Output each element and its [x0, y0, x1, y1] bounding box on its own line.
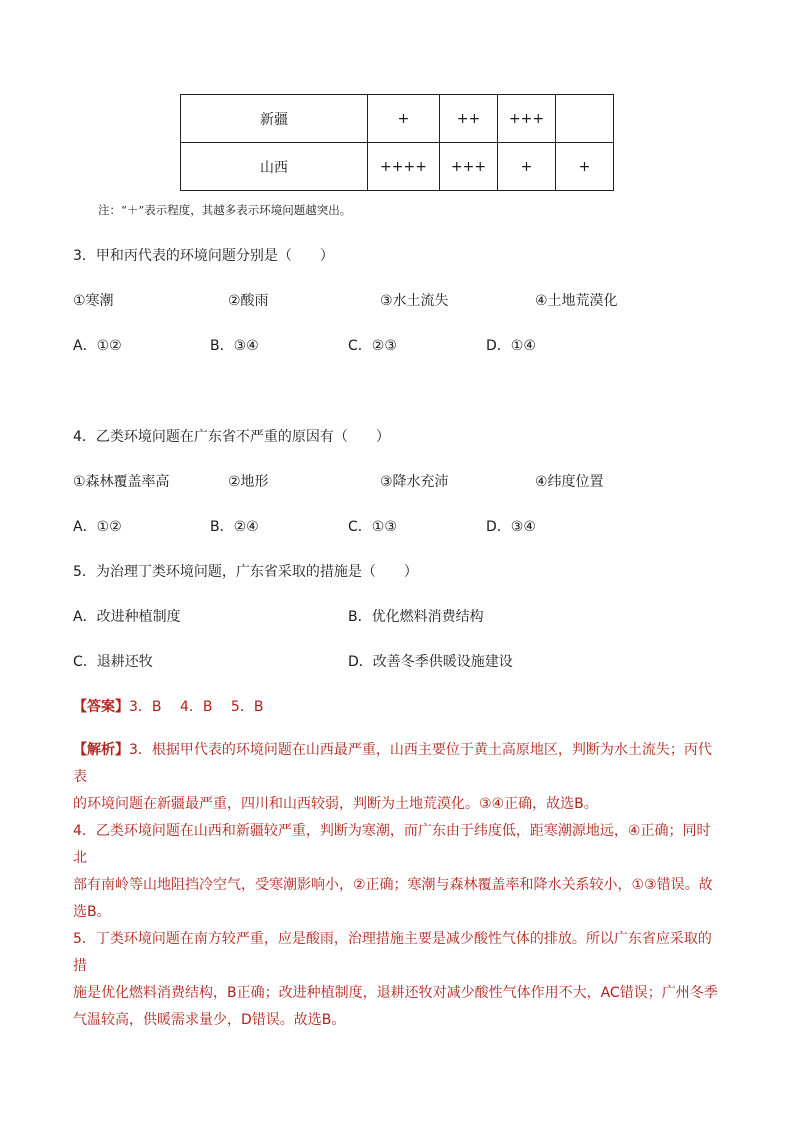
table-row: [181, 95, 614, 143]
q4-item-2: ②地形: [228, 474, 269, 490]
table-cell: ++: [440, 95, 498, 143]
analysis-line: 部有南岭等山地阻挡冷空气，受寒潮影响小，②正确；寒潮与森林覆盖率和降水关系较小，①③错误。故: [73, 877, 713, 893]
table-cell: 山西: [181, 143, 368, 191]
environment-table: [180, 94, 614, 191]
answer-label: 【答案】: [73, 699, 129, 715]
analysis-line: 选B。: [73, 904, 111, 920]
analysis-text: 3．根据甲代表的环境问题在山西最严重，山西主要位于黄土高原地区，判断为水土流失；丙代表: [73, 742, 712, 785]
question-5-stem: 5．为治理丁类环境问题，广东省采取的措施是（ ）: [73, 564, 418, 580]
table-note: 注：“＋”表示程度，其越多表示环境问题越突出。: [98, 203, 352, 217]
table-cell: +: [556, 143, 614, 191]
table-cell: +++: [498, 95, 556, 143]
q4-item-1: ①森林覆盖率高: [73, 474, 170, 490]
q4-choice-d: D．③④: [486, 519, 536, 535]
q3-item-1: ①寒潮: [73, 293, 114, 309]
question-4-stem: 4．乙类环境问题在广东省不严重的原因有（ ）: [73, 429, 390, 445]
q5-choice-b: B．优化燃料消费结构: [348, 609, 484, 625]
table-cell: 新疆: [181, 95, 368, 143]
table-row: [181, 143, 614, 191]
q5-choice-c: C．退耕还牧: [73, 654, 153, 670]
analysis-paragraph-5: [73, 926, 723, 1034]
q5-choice-a: A．改进种植制度: [73, 609, 181, 625]
table-cell: [556, 95, 614, 143]
q4-item-3: ③降水充沛: [380, 474, 449, 490]
analysis-label: 【解析】: [73, 742, 129, 758]
q3-choice-b: B．③④: [210, 338, 259, 354]
analysis-line: 的环境问题在新疆最严重，四川和山西较弱，判断为土地荒漠化。③④正确，故选B。: [73, 796, 598, 812]
question-3-stem: 3．甲和丙代表的环境问题分别是（ ）: [73, 248, 334, 264]
q3-choice-c: C．②③: [348, 338, 397, 354]
table-cell: ++++: [368, 143, 440, 191]
analysis-paragraph-4: [73, 818, 723, 926]
q3-item-2: ②酸雨: [228, 293, 269, 309]
answer-line: [73, 696, 263, 716]
analysis-line: 气温较高，供暖需求量少，D错误。故选B。: [73, 1012, 346, 1028]
q4-choice-c: C．①③: [348, 519, 397, 535]
q4-item-4: ④纬度位置: [535, 474, 604, 490]
answer-text: 3．B 4．B 5．B: [129, 699, 264, 715]
q4-choice-b: B．②④: [210, 519, 259, 535]
analysis-line: [73, 737, 723, 791]
table-cell: +: [498, 143, 556, 191]
analysis-paragraph-3: [73, 737, 723, 818]
q3-item-4: ④土地荒漠化: [535, 293, 618, 309]
table-cell: +++: [440, 143, 498, 191]
q4-choice-a: A．①②: [73, 519, 122, 535]
analysis-line: 5．丁类环境问题在南方较严重，应是酸雨，治理措施主要是减少酸性气体的排放。所以广东省应采取的措: [73, 931, 712, 974]
q3-choice-a: A．①②: [73, 338, 122, 354]
q3-item-3: ③水土流失: [380, 293, 449, 309]
table-cell: +: [368, 95, 440, 143]
analysis-line: 4．乙类环境问题在山西和新疆较严重，判断为寒潮，而广东由于纬度低，距寒潮源地远，④正确；同时北: [73, 823, 711, 866]
q3-choice-d: D．①④: [486, 338, 536, 354]
analysis-line: 施是优化燃料消费结构，B正确；改进种植制度，退耕还牧对减少酸性气体作用不大，AC错误；广州冬季: [73, 985, 718, 1001]
q5-choice-d: D．改善冬季供暖设施建设: [348, 654, 513, 670]
